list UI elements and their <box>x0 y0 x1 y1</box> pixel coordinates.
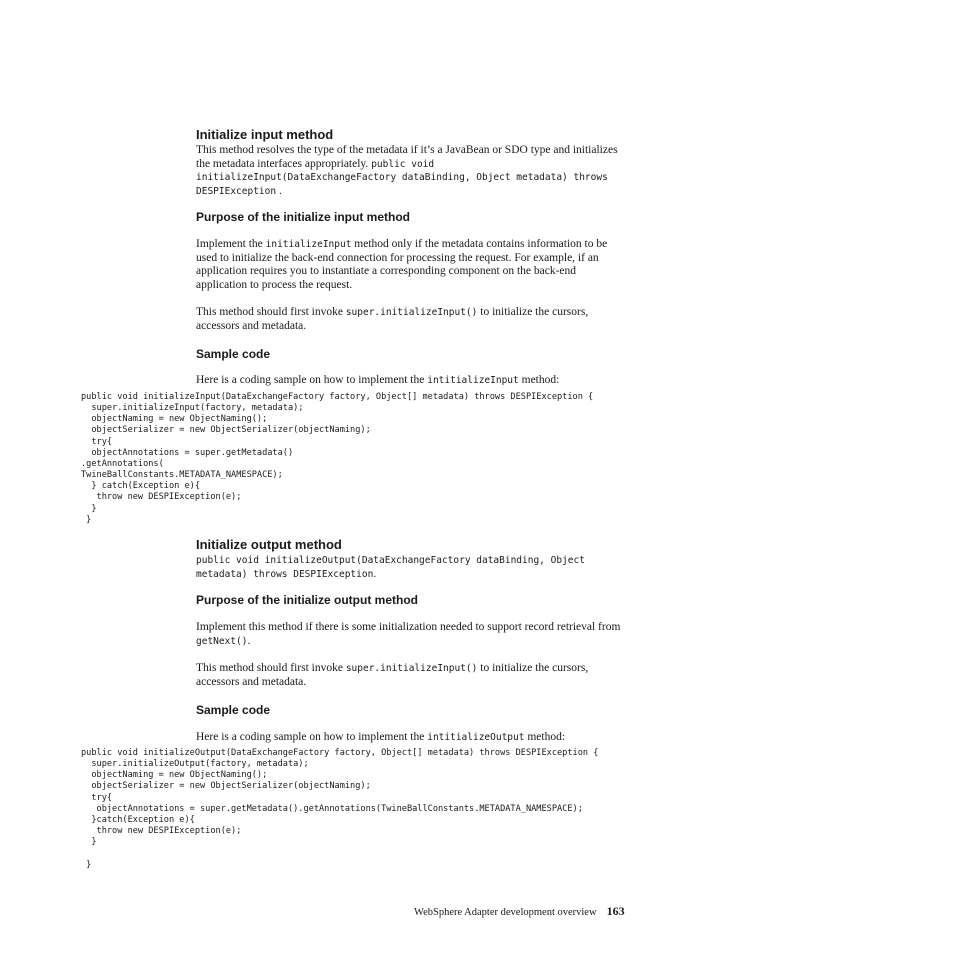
input-purpose-paragraph-1 <box>196 238 626 293</box>
page-number: 163 <box>606 904 625 918</box>
output-sample-intro-code: intitializeOutput <box>427 732 525 743</box>
output-signature-line2: metadata) throws DESPIException <box>196 568 374 580</box>
output-method-signature <box>196 554 626 581</box>
input-purpose-p2-a: This method should first invoke <box>196 306 343 318</box>
output-purpose-p2-code: super.initializeInput() <box>345 663 478 674</box>
input-method-heading: Initialize input method <box>196 127 334 142</box>
output-purpose-paragraph-2 <box>196 662 626 689</box>
input-intro-text: This method resolves the type of the metadata if it’s a JavaBean or SDO type and initializes the metadata interfaces appropriately. <box>196 144 618 170</box>
output-purpose-paragraph-1 <box>196 621 626 648</box>
input-sample-intro-b: method: <box>521 374 560 386</box>
input-method-intro <box>196 144 626 199</box>
input-purpose-p1-a: Implement the <box>196 238 263 250</box>
output-signature-end: . <box>373 567 377 580</box>
input-purpose-heading: Purpose of the initialize input method <box>196 210 411 224</box>
output-purpose-p1-a: Implement this method if there is some initialization needed to support record retrieval from <box>196 621 621 633</box>
page-footer <box>414 902 625 920</box>
output-method-heading: Initialize output method <box>196 537 342 552</box>
output-signature-line1: public void initializeOutput(DataExchangeFactory dataBinding, Object <box>196 555 585 566</box>
output-purpose-p1-code: getNext() <box>196 635 248 647</box>
input-purpose-p2-b: to initialize the cursors, accessors and metadata. <box>196 306 589 332</box>
output-sample-intro <box>196 731 626 745</box>
input-signature-end: . <box>278 185 282 198</box>
input-code-block: public void initializeInput(DataExchangeFactory factory, Object[] metadata) throws DESPIException { super.initializeInput(factory, metadata); objectNaming = new ObjectNaming(); objectSerializer = new ObjectSerializer(objectNaming); try{ objectAnnotations = super.getMetadata() .getAnnotations( TwineBallConstants.METADATA_NAMESPACE); } catch(Exception e){ throw new DESPIException(e); } } <box>81 392 594 525</box>
output-purpose-p2-b: to initialize the cursors, accessors and metadata. <box>196 662 589 688</box>
output-sample-intro-a: Here is a coding sample on how to implement the <box>196 731 425 743</box>
output-sample-intro-b: method: <box>527 731 566 743</box>
input-sample-heading: Sample code <box>196 347 271 361</box>
output-code-block: public void initializeOutput(DataExchangeFactory factory, Object[] metadata) throws DESPIException { super.initializeOutput(factory, metadata); objectNaming = new ObjectNaming(); objectSerializer = new ObjectSerializer(objectNaming); try{ objectAnnotations = super.getMetadata().getAnnotations(TwineBallConstants.METADATA_NAMESPACE); }catch(Exception e){ throw new DESPIException(e); } } <box>81 748 599 870</box>
input-purpose-paragraph-2 <box>196 306 626 333</box>
footer-text: WebSphere Adapter development overview <box>414 907 597 918</box>
input-signature-part1: public void <box>371 158 435 170</box>
output-purpose-p1-b: . <box>247 634 251 647</box>
output-sample-heading: Sample code <box>196 703 271 717</box>
output-purpose-p2-a: This method should first invoke <box>196 662 343 674</box>
output-purpose-heading: Purpose of the initialize output method <box>196 593 418 607</box>
input-sample-intro-a: Here is a coding sample on how to implement the <box>196 374 425 386</box>
input-sample-intro <box>196 374 626 388</box>
input-purpose-p2-code: super.initializeInput() <box>345 307 478 318</box>
input-signature-part3: DESPIException <box>196 186 277 198</box>
input-sample-intro-code: intitializeInput <box>427 375 519 386</box>
input-signature-part2: initializeInput(DataExchangeFactory dataBinding, Object metadata) throws <box>196 172 608 184</box>
input-purpose-p1-code: initializeInput <box>265 239 352 250</box>
input-purpose-p1-b: method only if the metadata contains information to be used to initialize the back-end connection for processing the request. For example, if an application requires you to instantiate a corresponding component on the back-end application to process the request. <box>196 238 608 292</box>
